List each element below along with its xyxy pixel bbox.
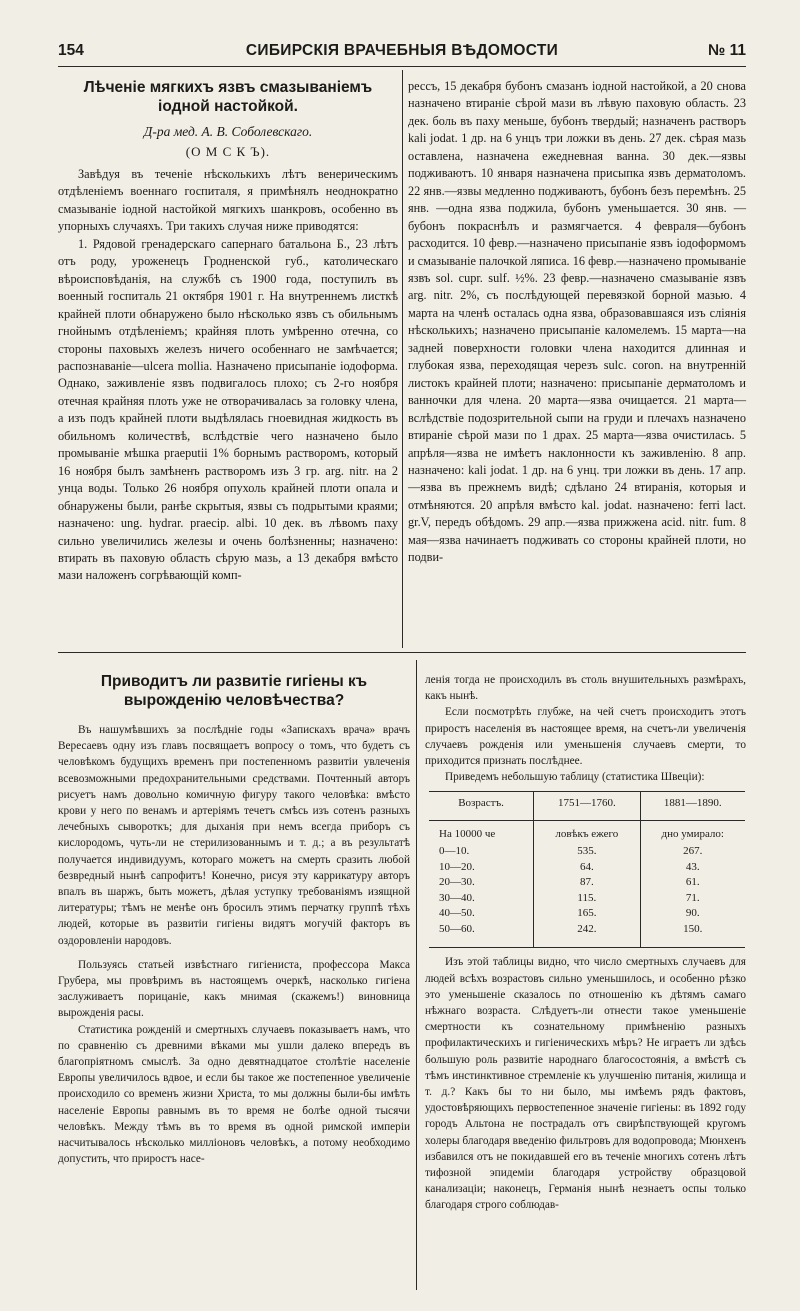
article2-paragraph: ленія тогда не происходилъ въ столь внушительныхъ размѣрахъ, какъ нынѣ. xyxy=(425,674,746,703)
mortality-table xyxy=(429,791,745,948)
article1-paragraph: 1. Рядовой гренадерскаго сапернаго батальона Б., 23 лѣтъ отъ роду, уроженецъ Гродненской губ., католическаго вѣроисповѣданія, на службѣ съ 1900 года, поступилъ въ военный госпиталь 21 октября 1901 г. На внутреннемъ листкѣ крайней плоти обнаружено было нѣсколько язвъ съ обильнымъ гнойнымъ отдѣленіемъ; крайняя плоть умѣренно отечна, со стороны паховыхъ железъ ничего особеннаго не замѣчается; распознаваніе—ulcera mollia. Назначено присыпаніе іодоформа. Однако, заживленіе язвъ подвигалось плохо; съ 2-го ноября отечная крайняя плоть уже не отворачивалась за головку члена, а изъ подъ крайней плоти выдѣлялась гноевидная жидкость въ обильномъ количествѣ, вслѣдствіе чего назначено было промываніе мѣшка praeputii 1% борнымъ растворомъ, который 16 ноября былъ замѣненъ растворомъ изъ 3 гр. arg. nitr. на 2 унца воды. Только 26 ноября опухоль крайней плоти опала и обнаружены были, ранѣе скрытыя, язвы съ подрытыми краями; назначено: ung. hydrar. praecip. albi. 10 дек. въ лѣвомъ паху сильно увеличились железы и очень болѣзненны; назначено: втирать въ паховую область сѣрую мазь, а 13 декабря вмѣсто мази наложенъ согрѣвающій комп- xyxy=(58,236,398,583)
article2-right-column xyxy=(425,672,746,1214)
article2-paragraph: Въ нашумѣвшихъ за послѣдніе годы «Запискахъ врача» врачъ Вересаевъ одну изъ главъ посвящаетъ вопросу о томъ, что будетъ съ человѣкомъ будущихъ временъ при постепенномъ развитіи увлеченія всевозможными предохранительными средствами. Почтенный авторъ рисуетъ намъ довольно комичную фигуру такого человѣка: вмѣсто крови у него по венамъ и артеріямъ течетъ смѣсь изъ сотенъ разныхъ лечебныхъ сывороткъ; для дыханія при немъ всегда приборъ съ кислородомъ, чуть-ли не стерилизованнымъ и т. д.; а въ результатѣ получается индивидуумъ, котораго можетъ на смерть сразить любой безвредный нынѣ сапрофитъ! Конечно, рисуя эту каррикатуру авторъ впалъ въ шаржъ, быть можетъ, дѣлая уступку требованіямъ изящной литературы; тѣмъ не менѣе онъ бросилъ этимъ перчатку группѣ тѣхъ людей, которые въ развитіи гигіены видятъ могучій факторъ въ оздоровленіи народовъ. xyxy=(58,724,410,947)
running-header xyxy=(58,40,746,62)
table-cell: ловѣкъ ежего xyxy=(534,820,640,844)
table-cell: 40—50. xyxy=(439,907,475,920)
table-cell: 165. xyxy=(534,906,640,922)
page-number: 154 xyxy=(58,42,84,59)
table-cell: На 10000 че xyxy=(439,827,496,840)
table-header-period1: 1751—1760. xyxy=(534,792,640,821)
table-cell: 90. xyxy=(640,906,745,922)
journal-title: СИБИРСКІЯ ВРАЧЕБНЫЯ ВѢДОМОСТИ xyxy=(245,42,559,59)
table-header-age: Возрастъ. xyxy=(429,792,534,821)
article1-right-column xyxy=(408,78,746,567)
table-cell: 150. xyxy=(640,922,745,948)
table-row xyxy=(429,922,745,948)
article1-title: Лѣченіе мягкихъ язвъ смазываніемъ іодной настойкой. xyxy=(83,79,373,115)
table-cell: 43. xyxy=(640,860,745,876)
table-row xyxy=(429,875,745,891)
column-rule-bottom xyxy=(416,660,417,1290)
section-rule xyxy=(58,652,746,653)
article1-left-column xyxy=(58,78,398,585)
table-row xyxy=(429,860,745,876)
table-cell: 64. xyxy=(534,860,640,876)
table-row xyxy=(429,844,745,860)
issue-number: № 11 xyxy=(708,42,746,59)
article2-paragraph: Приведемъ небольшую таблицу (статистика Швеціи): xyxy=(445,771,705,784)
article1-continuation: рессъ, 15 декабря бубонъ смазанъ іодной настойкой, а 20 снова назначено втираніе сѣрой мази въ лѣвую паховую область. 23 дек. боль въ паху меньше, бубонъ твердый; назначенъ растворъ kali jodat. 1 др. на 6 унцъ три ложки въ день. 27 дек. сѣрая мазь оставлена, назначена ежедневная ванна. 30 дек.—язвы подживаютъ. 10 января назначена присыпка язвъ дерматоломъ. 22 янв.—язвы медленно подживаютъ, бубонъ безъ перемѣнъ. 25 янв. —одна язва поджила, бубонъ уменьшается. 30 янв. —бубонъ покраснѣлъ и размягчается. 4 февраля—бубонъ расходится. 10 февр.—назначено присыпаніе язвъ іодоформомъ и смазываніе палочкой ляписа. 16 февр.—назначено промываніе язвъ sol. cupr. sulf. ½%. 23 февр.—назначено смазываніе язвъ arg. nitr. 2%, съ послѣдующей перевязкой борной мазью. 4 марта на членѣ осталась одна язва, образовавшаяся изъ сліянія нѣсколькихъ; назначено присыпаніе каломелемъ. 15 марта—на задней поверхности головки члена находится длинная и глубокая язва, переходящая черезъ sulc. coron. на внутренній листокъ крайней плоти; назначено: присыпаніе дерматоломъ и ванночки для члена. 20 марта—язва очищается. 21 марта—вслѣдствіе подозрительной сыпи на груди и плечахъ назначено втираніе сѣрой мази по 1 драх. 25 марта—язва очистилась. 5 апрѣля—язва не имѣетъ наклонности къ заживленію. 8 апр. назначено: kali jodat. 1 др. на 6 унц. три ложки въ день. 17 апр.—язва въ прежнемъ видѣ; сдѣлано 24 втиранія, которыя и отмѣняются. 20 апрѣля вмѣсто kal. jodat. назначено: ferri lact. gr.V, передъ обѣдомъ. 29 апр.—язва прижжена acid. nitr. fum. 8 мая—язва начинаетъ подживать со стороны крайней плоти, но подви- xyxy=(408,79,746,565)
article1-city: (О М С К Ъ). xyxy=(185,144,271,159)
table-cell: 0—10. xyxy=(439,845,470,858)
article2-paragraph: Статистика рожденій и смертныхъ случаевъ показываетъ намъ, что по сравненію съ древними вѣками мы ушли далеко впередъ въ благопріятномъ смыслѣ. За одно девятнадцатое столѣтіе населеніе Европы увеличилось вдвое, и если бы такое же постепенное увеличеніе происходило со временъ жизни Христа, то мы должны были-бы имѣть населеніе Европы равнымъ въ то время не болѣе одной тысячи человѣкъ. Между тѣмъ въ то время въ одной римской имперіи насчитывалось нѣсколько милліоновъ человѣкъ, а потому необходимо допустить, что приростъ насе- xyxy=(58,1023,410,1166)
table-header-period2: 1881—1890. xyxy=(640,792,745,821)
article2-paragraph: Изъ этой таблицы видно, что число смертныхъ случаевъ для людей всѣхъ возрастовъ сильно уменьшилось, и особенно рѣзко это уменьшеніе сказалось по отношенію къ дѣтямъ самаго нѣжнаго возраста. Слѣдуетъ-ли отнести такое уменьшеніе смертности къ сознательному примѣненію разныхъ профилактическихъ и гигіеническихъ мѣръ? Не играетъ ли здѣсь большую роль развитіе народнаго благосостоянія, а вмѣстѣ съ тѣмъ инстинктивное стремленіе къ улучшенію питанія, жилища и т. д.? Какъ бы то ни было, мы имѣемъ рядъ фактовъ, удостовѣряющихъ первостепенное значеніе гигіены: въ 1892 году городъ Альтона не пострадалъ отъ свирѣпствующей кругомъ холеры благодаря введенію фильтровъ для водопровода; Мюнхенъ избавился отъ не покидавшей его въ теченіе многихъ сотенъ лѣтъ тифозной эпидеміи благодаря устройству образцовой канализаціи; наконецъ, Германія нынѣ незнаетъ оспы только благодаря строго соблюдав- xyxy=(425,956,746,1212)
table-cell: 115. xyxy=(534,891,640,907)
table-cell: дно умирало: xyxy=(640,820,745,844)
article2-paragraph: Пользуясь статьей извѣстнаго гигіениста, профессора Макса Грубера, мы провѣримъ въ настоящемъ очеркѣ, насколько гигіена заслуживаетъ порицаніе, какъ мнимая (скажемъ!) виновница вырожденія расы. xyxy=(58,958,410,1020)
table-cell: 30—40. xyxy=(439,891,475,904)
table-cell: 535. xyxy=(534,844,640,860)
table-row xyxy=(429,906,745,922)
table-cell: 61. xyxy=(640,875,745,891)
article2-left-column xyxy=(58,672,410,1167)
article1-paragraph: Завѣдуя въ теченіе нѣсколькихъ лѣтъ венерическимъ отдѣленіемъ военнаго госпиталя, я примѣнялъ неоднократно смазываніе іодной настойкой мягкихъ шанкровъ, особенно въ упорныхъ случаяхъ. Три такихъ случая ниже приводятся: xyxy=(58,167,398,234)
table-cell: 20—30. xyxy=(439,876,475,889)
table-cell: 10—20. xyxy=(439,860,475,873)
article2-paragraph: Если посмотрѣть глубже, на чей счетъ происходитъ этотъ приростъ населенія въ настоящее время, на счетъ-ли увеличенія случаевъ рожденія или уменьшенія случаевъ смерти, то приходится признать послѣднее. xyxy=(425,706,746,768)
table-cell: 71. xyxy=(640,891,745,907)
article2-title: Приводитъ ли развитіе гигіены къ вырожденію человѣчества? xyxy=(100,673,368,709)
table-cell: 267. xyxy=(640,844,745,860)
table-row xyxy=(429,891,745,907)
table-subheader-row xyxy=(429,820,745,844)
table-cell: 50—60. xyxy=(429,922,534,948)
column-rule-top xyxy=(402,70,403,648)
table-cell: 242. xyxy=(534,922,640,948)
header-rule xyxy=(58,66,746,67)
article1-author: Д-ра мед. А. В. Соболевскаго. xyxy=(143,124,313,139)
table-cell: 87. xyxy=(534,875,640,891)
